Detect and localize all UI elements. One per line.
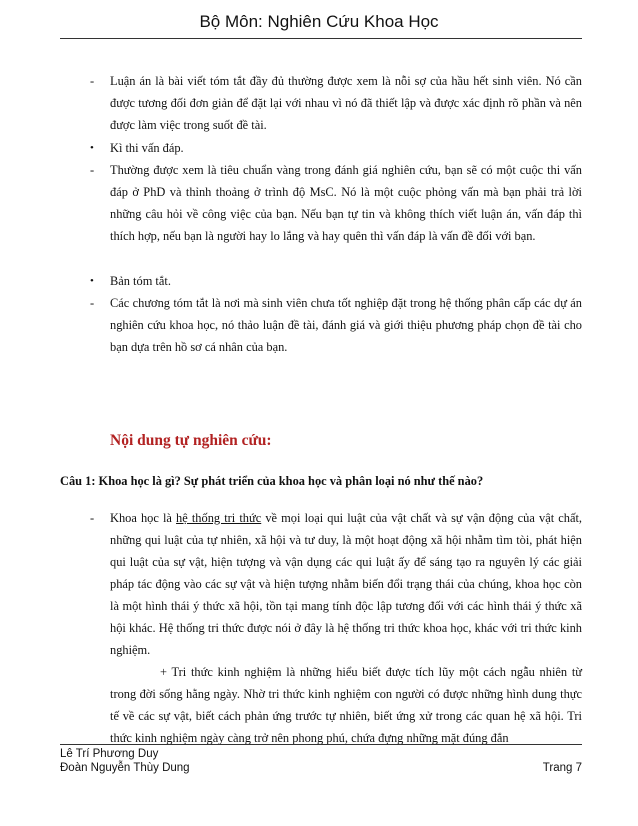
dash-marker: - xyxy=(90,74,95,88)
header-divider xyxy=(60,38,582,39)
bullet-icon: • xyxy=(90,275,94,287)
footer-author-1: Lê Trí Phương Duy xyxy=(60,748,159,760)
definition-start: Khoa học là xyxy=(110,511,177,525)
page-number: Trang 7 xyxy=(542,762,582,774)
bullet-icon: • xyxy=(90,142,94,154)
dash-marker: - xyxy=(90,163,95,177)
dash-marker: - xyxy=(90,296,95,310)
header-title: Bộ Môn: Nghiên Cứu Khoa Học xyxy=(199,12,439,31)
bullet-oral-exam: Kì thi vấn đáp. xyxy=(110,141,184,155)
paragraph-oral-exam: Thường được xem là tiêu chuẩn vàng trong đánh giá nghiên cứu, bạn sẽ có một cuộc thi vấn đáp ở PhD và thỉnh thoảng ở trình độ MsC. Nó là một cuộc phỏng vấn mà bạn phải trả lời những câu hỏi về công việc của bạn. Nếu bạn tự tin và không thích viết luận án, vấn đáp thì thích hợp, nếu bạn là người hay lo lắng và hay quên thì vấn đáp là vấn đề đối với bạn. xyxy=(110,163,582,243)
paragraph-thesis: Luận án là bài viết tóm tắt đầy đủ thường được xem là nỗi sợ của hầu hết sinh viên. Nó cần được tương đối đơn giản để đặt lại với nhau vì nó đã thiết lập và được xác định rõ phần và nên được làm việc trong suốt đề tài. xyxy=(110,74,582,132)
underlined-term: hệ thống tri thức xyxy=(176,511,262,525)
dash-marker: - xyxy=(90,511,95,525)
paragraph-experience-knowledge: + Tri thức kinh nghiệm là những hiểu biết được tích lũy một cách ngẫu nhiên từ trong đời sống hằng ngày. Nhờ tri thức kinh nghiệm con người có được những hình dung thực tế về các sự vật, biết cách phản ứng trước tự nhiên, biết ứng xử trong các quan hệ xã hội. Tri thức kinh nghiệm ngày càng trở nên phong phú, chứa đựng những mặt đúng đắn xyxy=(110,665,582,745)
question-heading: Câu 1: Khoa học là gì? Sự phát triển của khoa học và phân loại nó như thế nào? xyxy=(60,474,484,488)
paragraph-summary: Các chương tóm tắt là nơi mà sinh viên chưa tốt nghiệp đặt trong hệ thống phân cấp các dự án nghiên cứu khoa học, nó thảo luận đề tài, đánh giá và giới thiệu phương pháp chọn đề tài cho bạn dựa trên hồ sơ cá nhân của bạn. xyxy=(110,296,582,354)
paragraph-definition xyxy=(110,507,582,661)
definition-rest: về mọi loại qui luật của vật chất và sự vận động của vật chất, những qui luật của tự nhiên, xã hội và tư duy, là một hoạt động xã hội nhằm tìm tòi, phát hiện qui luật của sự vật, hiện tượng và vận dụng các qui luật ấy để sáng tạo ra nguyên lý các giải pháp tác động vào các sự vật và hiện tượng nhằm biến đổi trạng thái của chúng, khoa học còn là một hình thái ý thức xã hội, tồn tại mang tính độc lập tương đối với các hình thái ý thức xã hội khác. Hệ thống tri thức được nói ở đây là hệ thống tri thức khoa học, khác với tri thức kinh nghiệm. xyxy=(110,511,582,657)
section-heading: Nội dung tự nghiên cứu: xyxy=(110,432,272,449)
footer-author-2: Đoàn Nguyễn Thùy Dung xyxy=(60,762,190,774)
footer-divider xyxy=(60,744,582,745)
bullet-summary: Bản tóm tắt. xyxy=(110,274,171,288)
